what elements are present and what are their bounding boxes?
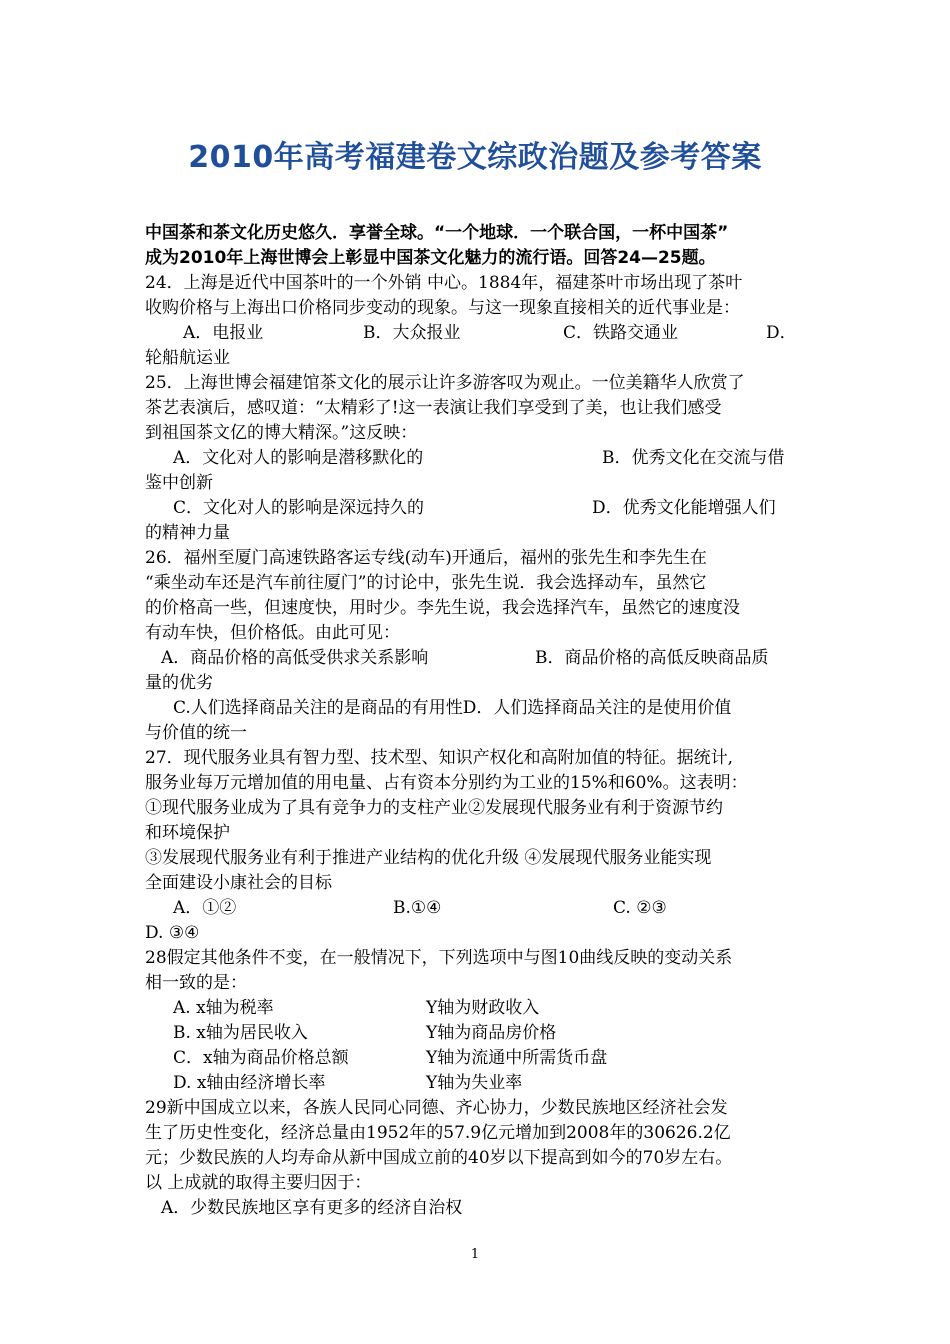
option-d-continued: 与价值的统一 bbox=[145, 723, 247, 743]
question-24-line: 24．上海是近代中国茶叶的一个外销 中心。1884年，福建茶叶市场出现了茶叶 bbox=[145, 273, 743, 293]
question-27-line: 27．现代服务业具有智力型、技术型、知识产权化和高附加值的特征。据统计, bbox=[145, 748, 734, 768]
question-28-option bbox=[145, 1071, 810, 1096]
question-27-options bbox=[145, 896, 810, 921]
option-y: Y轴为财政收入 bbox=[426, 998, 540, 1018]
question-24-options bbox=[145, 321, 810, 346]
question-26-line: 有动车快，但价格低。由此可见： bbox=[145, 623, 400, 643]
question-25-line: 25．上海世博会福建馆茶文化的展示让许多游客叹为观止。一位美籍华人欣赏了 bbox=[145, 373, 745, 393]
question-28-option bbox=[145, 1046, 810, 1071]
option-a: A．少数民族地区享有更多的经济自治权 bbox=[161, 1198, 463, 1218]
option-a: A．①② bbox=[173, 898, 237, 918]
option-d: D． bbox=[766, 323, 797, 343]
question-28-line: 28假定其他条件不变，在一般情况下，下列选项中与图10曲线反映的变动关系 bbox=[145, 948, 733, 968]
option-x: D. x轴由经济增长率 bbox=[173, 1073, 326, 1093]
option-d: D．优秀文化能增强人们 bbox=[592, 498, 776, 518]
option-y: Y轴为商品房价格 bbox=[426, 1023, 557, 1043]
option-d-continued: 的精神力量 bbox=[145, 523, 230, 543]
question-26-options bbox=[145, 646, 810, 671]
question-26-line: 的价格高一些，但速度快，用时少。李先生说，我会选择汽车，虽然它的速度没 bbox=[145, 598, 740, 618]
option-x: A. x轴为税率 bbox=[173, 998, 274, 1018]
option-x: C．x轴为商品价格总额 bbox=[173, 1048, 349, 1068]
option-c-d: C.人们选择商品关注的是商品的有用性D．人们选择商品关注的是使用价值 bbox=[173, 698, 732, 718]
question-27-line: ③发展现代服务业有利于推进产业结构的优化升级 ④发展现代服务业能实现 bbox=[145, 848, 712, 868]
question-27-line: 服务业每万元增加值的用电量、占有资本分别约为工业的15%和60%。这表明： bbox=[145, 773, 748, 793]
question-26-options bbox=[145, 696, 810, 721]
question-26-line: “乘坐动车还是汽车前往厦门”的讨论中，张先生说．我会选择动车，虽然它 bbox=[145, 573, 707, 593]
intro-line: 成为2010年上海世博会上彰显中国茶文化魅力的流行语。回答24—25题。 bbox=[145, 248, 716, 268]
question-28-option bbox=[145, 996, 810, 1021]
question-29-line: 元；少数民族的人均寿命从新中国成立前的40岁以下提高到如今的70岁左右。 bbox=[145, 1148, 733, 1168]
option-b: B．大众报业 bbox=[363, 323, 461, 343]
question-25-options bbox=[145, 446, 810, 471]
document-body bbox=[145, 221, 810, 1221]
question-29-line: 以 上成就的取得主要归因于： bbox=[145, 1173, 372, 1193]
option-x: B. x轴为居民收入 bbox=[173, 1023, 308, 1043]
question-25-line: 到祖国茶文亿的博大精深。”这反映： bbox=[145, 423, 418, 443]
option-y: Y轴为失业率 bbox=[426, 1073, 523, 1093]
option-d-continued: 轮船航运业 bbox=[145, 348, 230, 368]
question-27-line: 全面建设小康社会的目标 bbox=[145, 873, 332, 893]
question-29-line: 29新中国成立以来，各族人民同心同德、齐心协力，少数民族地区经济社会发 bbox=[145, 1098, 728, 1118]
question-27-line: ①现代服务业成为了具有竞争力的支柱产业②发展现代服务业有利于资源节约 bbox=[145, 798, 723, 818]
option-b: B．优秀文化在交流与借 bbox=[602, 448, 785, 468]
option-b-continued: 量的优劣 bbox=[145, 673, 213, 693]
question-26-line: 26．福州至厦门高速铁路客运专线(动车)开通后，福州的张先生和李先生在 bbox=[145, 548, 707, 568]
option-b: B．商品价格的高低反映商品质 bbox=[535, 648, 769, 668]
question-27-line: 和环境保护 bbox=[145, 823, 230, 843]
option-y: Y轴为流通中所需货币盘 bbox=[426, 1048, 608, 1068]
option-b-continued: 鉴中创新 bbox=[145, 473, 213, 493]
question-25-options bbox=[145, 496, 810, 521]
option-c: C. ②③ bbox=[613, 898, 667, 918]
question-28-line: 相一致的是： bbox=[145, 973, 247, 993]
option-a: A．商品价格的高低受供求关系影响 bbox=[161, 648, 429, 668]
question-25-line: 茶艺表演后，感叹道：“太精彩了!这一表演让我们享受到了美，也让我们感受 bbox=[145, 398, 722, 418]
option-c: C．文化对人的影响是深远持久的 bbox=[173, 498, 425, 518]
question-29-line: 生了历史性变化，经济总量由1952年的57.9亿元增加到2008年的30626.2亿 bbox=[145, 1123, 731, 1143]
intro-line: 中国茶和茶文化历史悠久．享誉全球。“一个地球．一个联合国，一杯中国茶” bbox=[145, 223, 729, 243]
question-24-line: 收购价格与上海出口价格同步变动的现象。与这一现象直接相关的近代事业是： bbox=[145, 298, 740, 318]
option-c: C．铁路交通业 bbox=[563, 323, 679, 343]
option-d: D. ③④ bbox=[145, 923, 200, 943]
question-28-option bbox=[145, 1021, 810, 1046]
option-a: A．文化对人的影响是潜移默化的 bbox=[173, 448, 424, 468]
option-a: A．电报业 bbox=[183, 323, 264, 343]
page-number: 1 bbox=[470, 1247, 480, 1262]
question-29-options bbox=[145, 1196, 810, 1221]
option-b: B.①④ bbox=[393, 898, 442, 918]
page-title: 2010年高考福建卷文综政治题及参考答案 bbox=[188, 140, 762, 175]
